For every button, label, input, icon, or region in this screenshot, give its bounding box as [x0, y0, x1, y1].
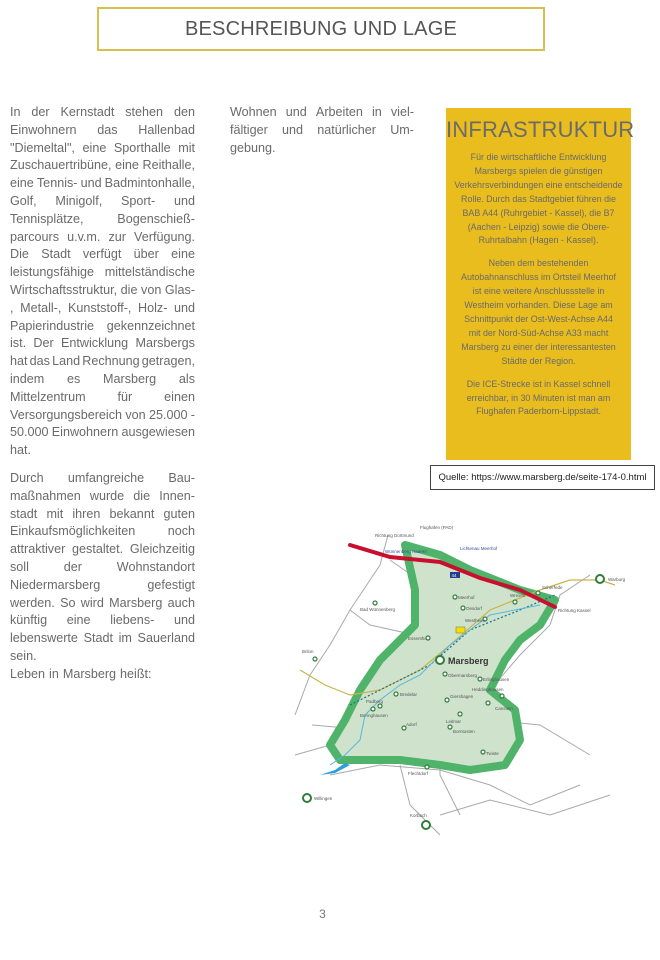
word: Sport- [120, 193, 156, 208]
map-label: Richtung Kassel [558, 608, 591, 613]
word: lebenswerte [10, 631, 78, 646]
word: wird [80, 595, 104, 610]
map-label: Bredelar [400, 692, 418, 697]
map-label: Wrexen [510, 593, 526, 598]
word: Papierindustrie [10, 318, 95, 333]
word: Rechnung [82, 354, 140, 369]
word: viel- [390, 105, 414, 119]
word: Metall-, [20, 300, 62, 315]
word: in [371, 105, 382, 119]
word: über [133, 247, 159, 262]
word: Versorgungsbereich [10, 407, 123, 422]
word: - [190, 407, 195, 422]
word: natürlicher [317, 122, 377, 137]
map-label: Lichtenau Meerhof [460, 546, 498, 551]
word: künftig [10, 613, 48, 628]
word: Einwohnern [51, 425, 119, 440]
text-line [10, 389, 195, 407]
text-line [10, 104, 195, 122]
word: Marsbergs [135, 336, 195, 351]
word: Um- [390, 122, 414, 137]
word: fältiger [230, 122, 268, 137]
word: Marsberg [109, 595, 163, 610]
text-line [10, 424, 195, 442]
source-citation [430, 465, 655, 490]
word: getragen, [141, 354, 195, 369]
word: Sauerland [137, 631, 195, 646]
word: sein. [10, 648, 37, 663]
word: noch [167, 524, 195, 539]
word: im [118, 631, 132, 646]
word: Der [33, 336, 54, 351]
page-title: BESCHREIBUNG UND LAGE [184, 17, 458, 40]
word: Einkaufsmöglichkeiten [10, 524, 136, 539]
map-label: Korbach [410, 813, 427, 818]
word: Zuschauertribüne, [10, 158, 112, 173]
text-line [10, 300, 195, 318]
infobox-paragraph: Die ICE-Strecke ist in Kassel schnell erreichbar, in 30 Minuten ist man am Flughafen Paderborn-Lippstadt. [466, 378, 611, 417]
text-line [10, 122, 195, 140]
word: eine [171, 247, 195, 262]
word: guten [163, 506, 195, 521]
word: von [125, 407, 146, 422]
word: Holz- [138, 300, 168, 315]
map-label: Borntosten [453, 729, 475, 734]
word: Bogenschieß- [117, 211, 195, 226]
word: umfangreiche [67, 470, 145, 485]
word: und [80, 176, 102, 191]
map-label: Meerhof [458, 595, 475, 600]
map-label: Wünnenberg Haaren [385, 549, 427, 554]
word: soll [10, 559, 29, 574]
word: bekannt [109, 506, 155, 521]
word: den [173, 105, 195, 119]
map-label: Brilon [302, 649, 314, 654]
word: das [29, 354, 50, 369]
text-line [230, 140, 414, 158]
word: Bau- [168, 470, 195, 485]
text-line [10, 335, 195, 353]
word: und [285, 105, 307, 119]
word: Stadt [41, 247, 71, 262]
word: Einwohnern [10, 122, 77, 137]
word: wurde [89, 488, 125, 503]
text-line [10, 318, 195, 336]
text-line [10, 229, 195, 247]
word: liebens- [110, 613, 155, 628]
word: Tennis- [36, 176, 78, 191]
diemelsee [320, 763, 350, 775]
text-line [10, 559, 195, 577]
word: mit [46, 506, 64, 521]
word: auch [167, 595, 195, 610]
autobahn-number: 44 [451, 573, 457, 578]
word: gefestigt [147, 577, 195, 592]
word: Sporthalle [113, 140, 171, 155]
word: eine [66, 613, 91, 628]
word: Land [52, 354, 81, 369]
text-line [10, 648, 195, 666]
word: verfügt [82, 247, 122, 262]
word: es [67, 371, 81, 386]
word: die [133, 488, 151, 503]
word: Leben [10, 666, 46, 681]
text-line [10, 282, 195, 300]
map-label: Oesdorf [466, 606, 483, 611]
word: eine [10, 176, 34, 191]
word: Mittelzentrum [10, 389, 86, 404]
map-label: Beringhausen [360, 713, 388, 718]
text-line [10, 612, 195, 630]
word: das [97, 122, 118, 137]
page-number: 3 [319, 907, 326, 921]
word: In [10, 105, 21, 119]
text-line [10, 175, 195, 193]
word: einen [164, 389, 195, 404]
map-label: Scherfede [542, 585, 563, 590]
word: Gleichzeitig [129, 542, 195, 557]
text-line [10, 157, 195, 175]
word: attraktiver [10, 542, 66, 557]
word: in [49, 666, 59, 681]
word: der [63, 559, 82, 574]
infobox-paragraph: Neben dem bestehenden Autobahnanschluss im Ortsteil Meerhof ist eine weitere Anschlussstelle in Westheim vorhanden. Diese Lage am Schnittpunkt der Ost-West-Achse A44 mit der Nord-Süd-Achse A33 macht Marsberg zu einer der interessantesten Städte der Region. [461, 258, 616, 366]
b7-sign [456, 627, 465, 633]
word: Marsberg [103, 371, 157, 386]
word: gekennzeichnet [106, 318, 195, 333]
text-line [10, 140, 195, 158]
text-line [10, 541, 195, 559]
map-label: Westheim [465, 618, 485, 623]
word: Entwicklung [60, 336, 129, 351]
map-label: Leitmar [446, 719, 462, 724]
text-line [10, 246, 195, 264]
word: Marsberg [62, 666, 117, 681]
word: Arbeiten [315, 105, 363, 119]
infobox-paragraph: Für die wirtschaftliche Entwicklung Marsbergs spielen die günstigen Verkehrsverbindungen eine entscheidende Rolle. Durch das Stadtgebiet führen die BAB A44 (Ruhrgebiet - Kassel), die B7 (Aachen - Leipzig) sowie die Obere-Ruhrtalbahn (Hagen - Kassel). [454, 152, 623, 246]
word: parcours [10, 229, 59, 244]
location-map [290, 515, 660, 845]
word: Hallenbad [138, 122, 195, 137]
word: Badmintonhalle, [104, 176, 195, 191]
map-label-marsberg: Marsberg [448, 656, 489, 666]
text-line [10, 353, 195, 371]
word: und [173, 300, 195, 315]
text-line [10, 264, 195, 282]
text-line [10, 442, 195, 460]
word: Durch [10, 470, 44, 485]
word: eine [115, 158, 139, 173]
word: ausgewiesen [121, 425, 195, 440]
word: Wohnstandort [116, 559, 195, 574]
word: ihren [72, 506, 101, 521]
word: hat. [10, 443, 32, 458]
text-line [230, 122, 414, 140]
word: stehen [125, 105, 164, 119]
word: indem [10, 371, 45, 386]
word: Minigolf, [55, 193, 103, 208]
word: Wohnen [230, 105, 277, 119]
map-label: Essentho [408, 636, 427, 641]
word: 50.000 [10, 425, 49, 440]
word: So [60, 595, 76, 610]
map-label: Warburg [608, 577, 626, 582]
word: die [120, 282, 138, 297]
left-column-text [10, 104, 195, 684]
word: von [141, 282, 162, 297]
map-label: Willingen [314, 796, 333, 801]
word: und [173, 193, 195, 208]
word: werden. [10, 595, 55, 610]
text-line [10, 577, 195, 595]
word: der [31, 105, 50, 119]
map-label: Flechtdorf [408, 771, 429, 776]
word: "Diemeltal", [10, 140, 75, 155]
word: hat [10, 354, 28, 369]
middle-column-text [230, 104, 414, 157]
map-label: Padberg [366, 699, 384, 704]
word: Kunststoff-, [67, 300, 132, 315]
word: , [10, 300, 14, 315]
map-label: Adorf [406, 722, 417, 727]
text-line [10, 193, 195, 211]
word: Die [10, 247, 29, 262]
word: ist. [10, 336, 27, 351]
word: Glas- [164, 282, 195, 297]
word: Niedermarsberg [10, 577, 101, 592]
text-line [10, 506, 195, 524]
word: Verfügung. [134, 229, 195, 244]
word: Reithalle, [142, 158, 195, 173]
word: gebung. [230, 140, 276, 155]
infrastructure-box [446, 108, 635, 460]
text-line [10, 371, 195, 389]
word: Wirtschaftsstruktur, [10, 282, 118, 297]
map-label: Obermarsberg [448, 673, 478, 678]
map-label: Giershagen [450, 694, 474, 699]
text-line [10, 407, 195, 425]
word: zur [108, 229, 126, 244]
text-line [10, 666, 195, 684]
map-label: Erlinghausen [483, 677, 510, 682]
text-line [10, 470, 195, 488]
text-line [10, 488, 195, 506]
word: mittelständische [104, 265, 195, 280]
word: Tennisplätze, [10, 211, 84, 226]
infobox-title: INFRASTRUKTUR [446, 117, 635, 142]
word: 25.000 [148, 407, 188, 422]
text-line [10, 211, 195, 229]
map-label: Richtung Dortmund [375, 533, 414, 538]
text-line [230, 104, 414, 122]
word: gestaltet. [72, 542, 124, 557]
word: Kernstadt [60, 105, 115, 119]
word: Innen- [159, 488, 195, 503]
map-label: Flughafen (PAD) [420, 525, 454, 530]
word: stadt [10, 506, 38, 521]
word: als [178, 371, 195, 386]
map-label: Bad Wünnenberg [360, 607, 396, 612]
word: eine [82, 140, 107, 155]
text-line [10, 630, 195, 648]
map-label: Heddinghausen [472, 687, 504, 692]
word: u.v.m. [67, 229, 101, 244]
word: mit [178, 140, 195, 155]
word: heißt: [120, 666, 152, 681]
word: und [282, 122, 304, 137]
word: leistungsfähige [10, 265, 95, 280]
word: maßnahmen [10, 488, 81, 503]
text-line [10, 523, 195, 541]
word: für [117, 389, 133, 404]
section-header [97, 7, 545, 51]
map-label: Twiste [486, 751, 499, 756]
map-label: Canstein [495, 706, 513, 711]
source-link[interactable]: Quelle: https://www.marsberg.de/seite-174-0.html [438, 472, 647, 483]
word: und [173, 613, 195, 628]
paragraph-gap [10, 460, 195, 470]
word: Golf, [10, 193, 37, 208]
text-line [10, 595, 195, 613]
word: Stadt [83, 631, 113, 646]
